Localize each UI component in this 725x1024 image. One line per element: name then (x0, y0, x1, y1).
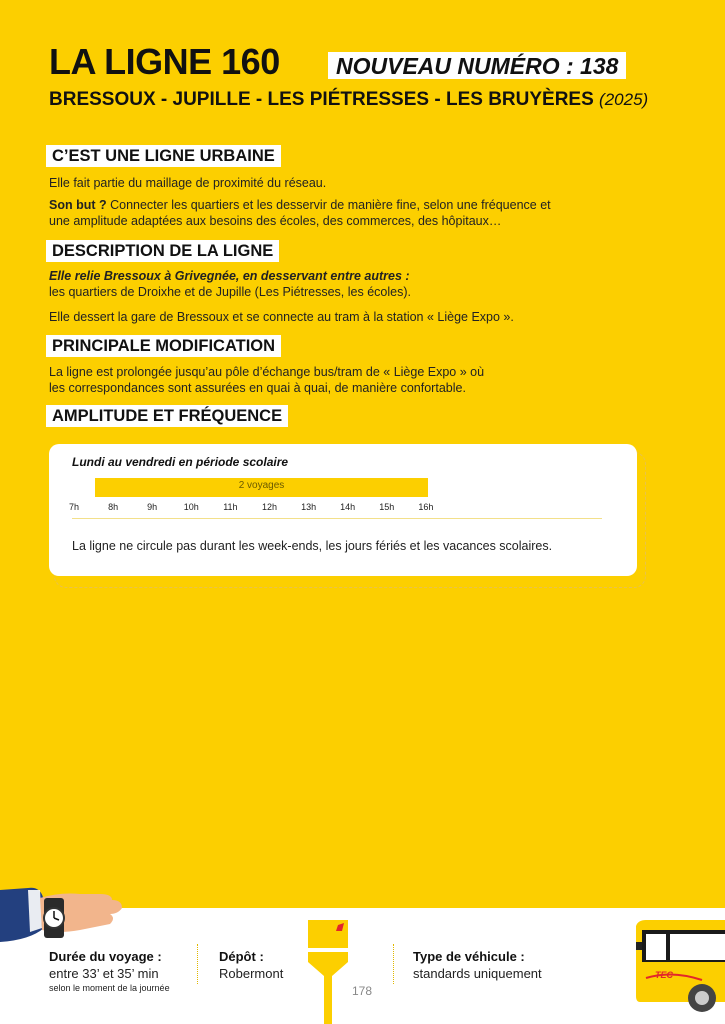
urbaine-paragraph-2 (49, 197, 609, 229)
footer-separator-2 (393, 944, 394, 984)
modification-line-1: La ligne est prolongée jusqu’au pôle d’échange bus/tram de « Liège Expo » où (49, 365, 485, 379)
duration-label: Durée du voyage : (49, 949, 162, 964)
bus-logo: TEC (655, 970, 673, 980)
footer-separator-1 (197, 944, 198, 984)
hour-tick: 16h (418, 502, 434, 512)
hour-tick: 9h (147, 502, 158, 512)
modification-paragraph (49, 364, 609, 396)
urbaine-but-line-2: une amplitude adaptées aux besoins des écoles, des commerces, des hôpitaux… (49, 214, 502, 228)
hour-tick: 13h (301, 502, 317, 512)
duration-value: entre 33’ et 35’ min (49, 966, 159, 981)
depot-label: Dépôt : (219, 949, 264, 964)
schedule-period: Lundi au vendredi en période scolaire (72, 455, 289, 469)
depot-value: Robermont (219, 966, 284, 981)
description-paragraph-2: Elle dessert la gare de Bressoux et se connecte au tram à la station « Liège Expo ». (49, 310, 514, 324)
page-title: LA LIGNE 160 (49, 41, 280, 82)
description-paragraph-1 (49, 268, 609, 300)
hour-tick: 14h (340, 502, 356, 512)
hour-tick: 11h (223, 502, 238, 512)
timeline-baseline (72, 518, 602, 519)
hour-tick: 7h (68, 502, 79, 512)
hour-tick: 15h (379, 502, 395, 512)
urbaine-paragraph-1: Elle fait partie du maillage de proximité du réseau. (49, 176, 327, 190)
schedule-note: La ligne ne circule pas durant les week-ends, les jours fériés et les vacances scolaires. (72, 539, 553, 553)
section-heading-modification: PRINCIPALE MODIFICATION (46, 335, 281, 357)
bus-icon (632, 918, 725, 1014)
page-number: 178 (352, 984, 373, 998)
bus-stop-sign-icon (302, 918, 352, 1024)
description-intro: Elle relie Bressoux à Grivegnée, en desservant entre autres : (49, 269, 410, 283)
hour-tick: 10h (183, 502, 199, 512)
route-year: (2025) (599, 90, 649, 109)
service-bar-label: 2 voyages (238, 480, 285, 491)
section-heading-urbaine: C’EST UNE LIGNE URBAINE (46, 145, 281, 167)
urbaine-but-line-1: Connecter les quartiers et les desservir de manière fine, selon une fréquence et (106, 198, 551, 212)
hour-tick: 12h (261, 502, 278, 512)
new-number-badge: NOUVEAU NUMÉRO : 138 (328, 52, 626, 79)
hour-tick: 8h (108, 502, 119, 512)
modification-line-2: les correspondances sont assurées en quai à quai, de manière confortable. (49, 381, 466, 395)
section-heading-description: DESCRIPTION DE LA LIGNE (46, 240, 279, 262)
duration-note: selon le moment de la journée (49, 983, 170, 993)
vehicle-value: standards uniquement (413, 966, 542, 981)
route-subtitle (49, 89, 648, 111)
urbaine-but-label: Son but ? (49, 198, 107, 212)
route-name: BRESSOUX - JUPILLE - LES PIÉTRESSES - LES BRUYÈRES (49, 89, 594, 110)
section-heading-amplitude: AMPLITUDE ET FRÉQUENCE (46, 405, 288, 427)
vehicle-label: Type de véhicule : (413, 949, 525, 964)
watch-hand-icon (0, 884, 130, 944)
description-quartiers: les quartiers de Droixhe et de Jupille (Les Piétresses, les écoles). (49, 285, 411, 299)
